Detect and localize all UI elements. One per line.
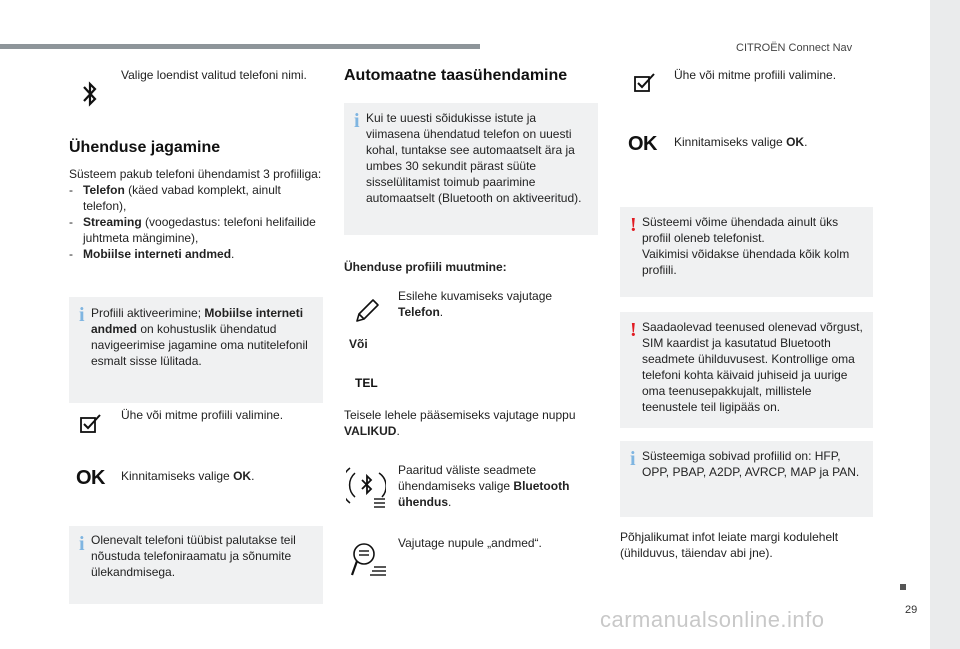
pencil-icon xyxy=(354,298,380,324)
list-item: - Mobiilse interneti andmed. xyxy=(69,247,235,261)
step-select-profiles-2: Ühe või mitme profiili valimine. xyxy=(674,68,837,82)
step-confirm-2: Kinnitamiseks valige OK. xyxy=(674,135,808,149)
sharing-title: Ühenduse jagamine xyxy=(69,139,221,156)
step-bluetooth: Paaritud väliste seadmete ühendamiseks valige Bluetooth ühendus. xyxy=(398,463,570,509)
continuation-marker xyxy=(900,584,906,590)
page-sidebar xyxy=(930,0,960,649)
change-profile-title: Ühenduse profiili muutmine: xyxy=(344,260,507,274)
or-label: Või xyxy=(349,337,368,351)
step-confirm: Kinnitamiseks valige OK. xyxy=(121,469,255,483)
data-icon xyxy=(348,539,388,579)
info-icon: i xyxy=(354,110,360,132)
more-info-text: Põhjalikumat infot leiate margi kodulehelt (ühilduvus, täiendav abi jne). xyxy=(620,530,839,560)
ok-button-label: OK xyxy=(76,467,105,489)
info-icon: i xyxy=(79,533,85,555)
page-number: 29 xyxy=(905,604,918,616)
step-select-profiles: Ühe või mitme profiili valimine. xyxy=(121,408,284,422)
info-note-phonebook: i Olenevalt telefoni tüübist palutakse teil nõustuda telefoniraamatu ja sõnumite ülekandmisega. xyxy=(69,526,323,604)
list-item: - Streaming (voogedastus: telefoni helifailide juhtmeta mängimine), xyxy=(69,215,316,245)
info-note-auto-reconnect: i Kui te uuesti sõidukisse istute ja viimasena ühendatud telefon on uuesti kohal, tuntakse see automaatselt ära ja umbes 30 sekundit pärast süüte sisselülitamist toimub paarimine automaatselt (Bluetooth on aktiveeritud). xyxy=(344,103,598,235)
warning-note-profiles: ! Süsteemi võime ühendada ainult üks profiil oleneb telefonist. Vaikimisi võidakse ühendada kõik kolm profiili. xyxy=(620,207,873,297)
ok-button-label: OK xyxy=(628,133,657,155)
header-bar xyxy=(0,44,480,49)
step-select-phone: Valige loendist valitud telefoni nimi. xyxy=(121,68,307,82)
checkbox-icon xyxy=(634,72,656,92)
auto-reconnect-title: Automaatne taasühendamine xyxy=(344,67,568,84)
bluetooth-connection-icon xyxy=(346,465,386,509)
step-home: Esilehe kuvamiseks vajutage Telefon. xyxy=(398,289,553,319)
info-note-activation: i Profiili aktiveerimine; Mobiilse interneti andmed on kohustuslik ühendatud navigeerimise jagamine oma nutitelefonil esmalt sisse lülitada. xyxy=(69,297,323,403)
info-note-compatible-profiles: i Süsteemiga sobivad profiilid on: HFP, OPP, PBAP, A2DP, AVRCP, MAP ja PAN. xyxy=(620,441,873,517)
info-icon: i xyxy=(79,304,85,326)
step-data: Vajutage nupule „andmed“. xyxy=(398,536,542,550)
warning-icon: ! xyxy=(630,319,637,341)
warning-note-services: ! Saadaolevad teenused olenevad võrgust, SIM kaardist ja kasutatud Bluetooth seadmete ühilduvusest. Kontrollige oma telefoni kohta käivaid juhiseid ja uurige oma teenusepakkujalt, millistele teenustele teil ligipääs on. xyxy=(620,312,873,428)
brand-title: CITROËN Connect Nav xyxy=(736,42,853,54)
tel-button-label: TEL xyxy=(355,376,378,390)
warning-icon: ! xyxy=(630,214,637,236)
bluetooth-icon xyxy=(80,78,100,110)
checkbox-icon xyxy=(80,413,102,433)
step-second-page: Teisele lehele pääsemiseks vajutage nuppu VALIKUD. xyxy=(344,408,576,438)
watermark: carmanualsonline.info xyxy=(600,607,825,632)
info-icon: i xyxy=(630,448,636,470)
profile-list xyxy=(69,182,327,262)
list-item: - Telefon (käed vabad komplekt, ainult telefon), xyxy=(69,183,281,213)
sharing-intro: Süsteem pakub telefoni ühendamist 3 profiiliga: xyxy=(69,167,322,181)
